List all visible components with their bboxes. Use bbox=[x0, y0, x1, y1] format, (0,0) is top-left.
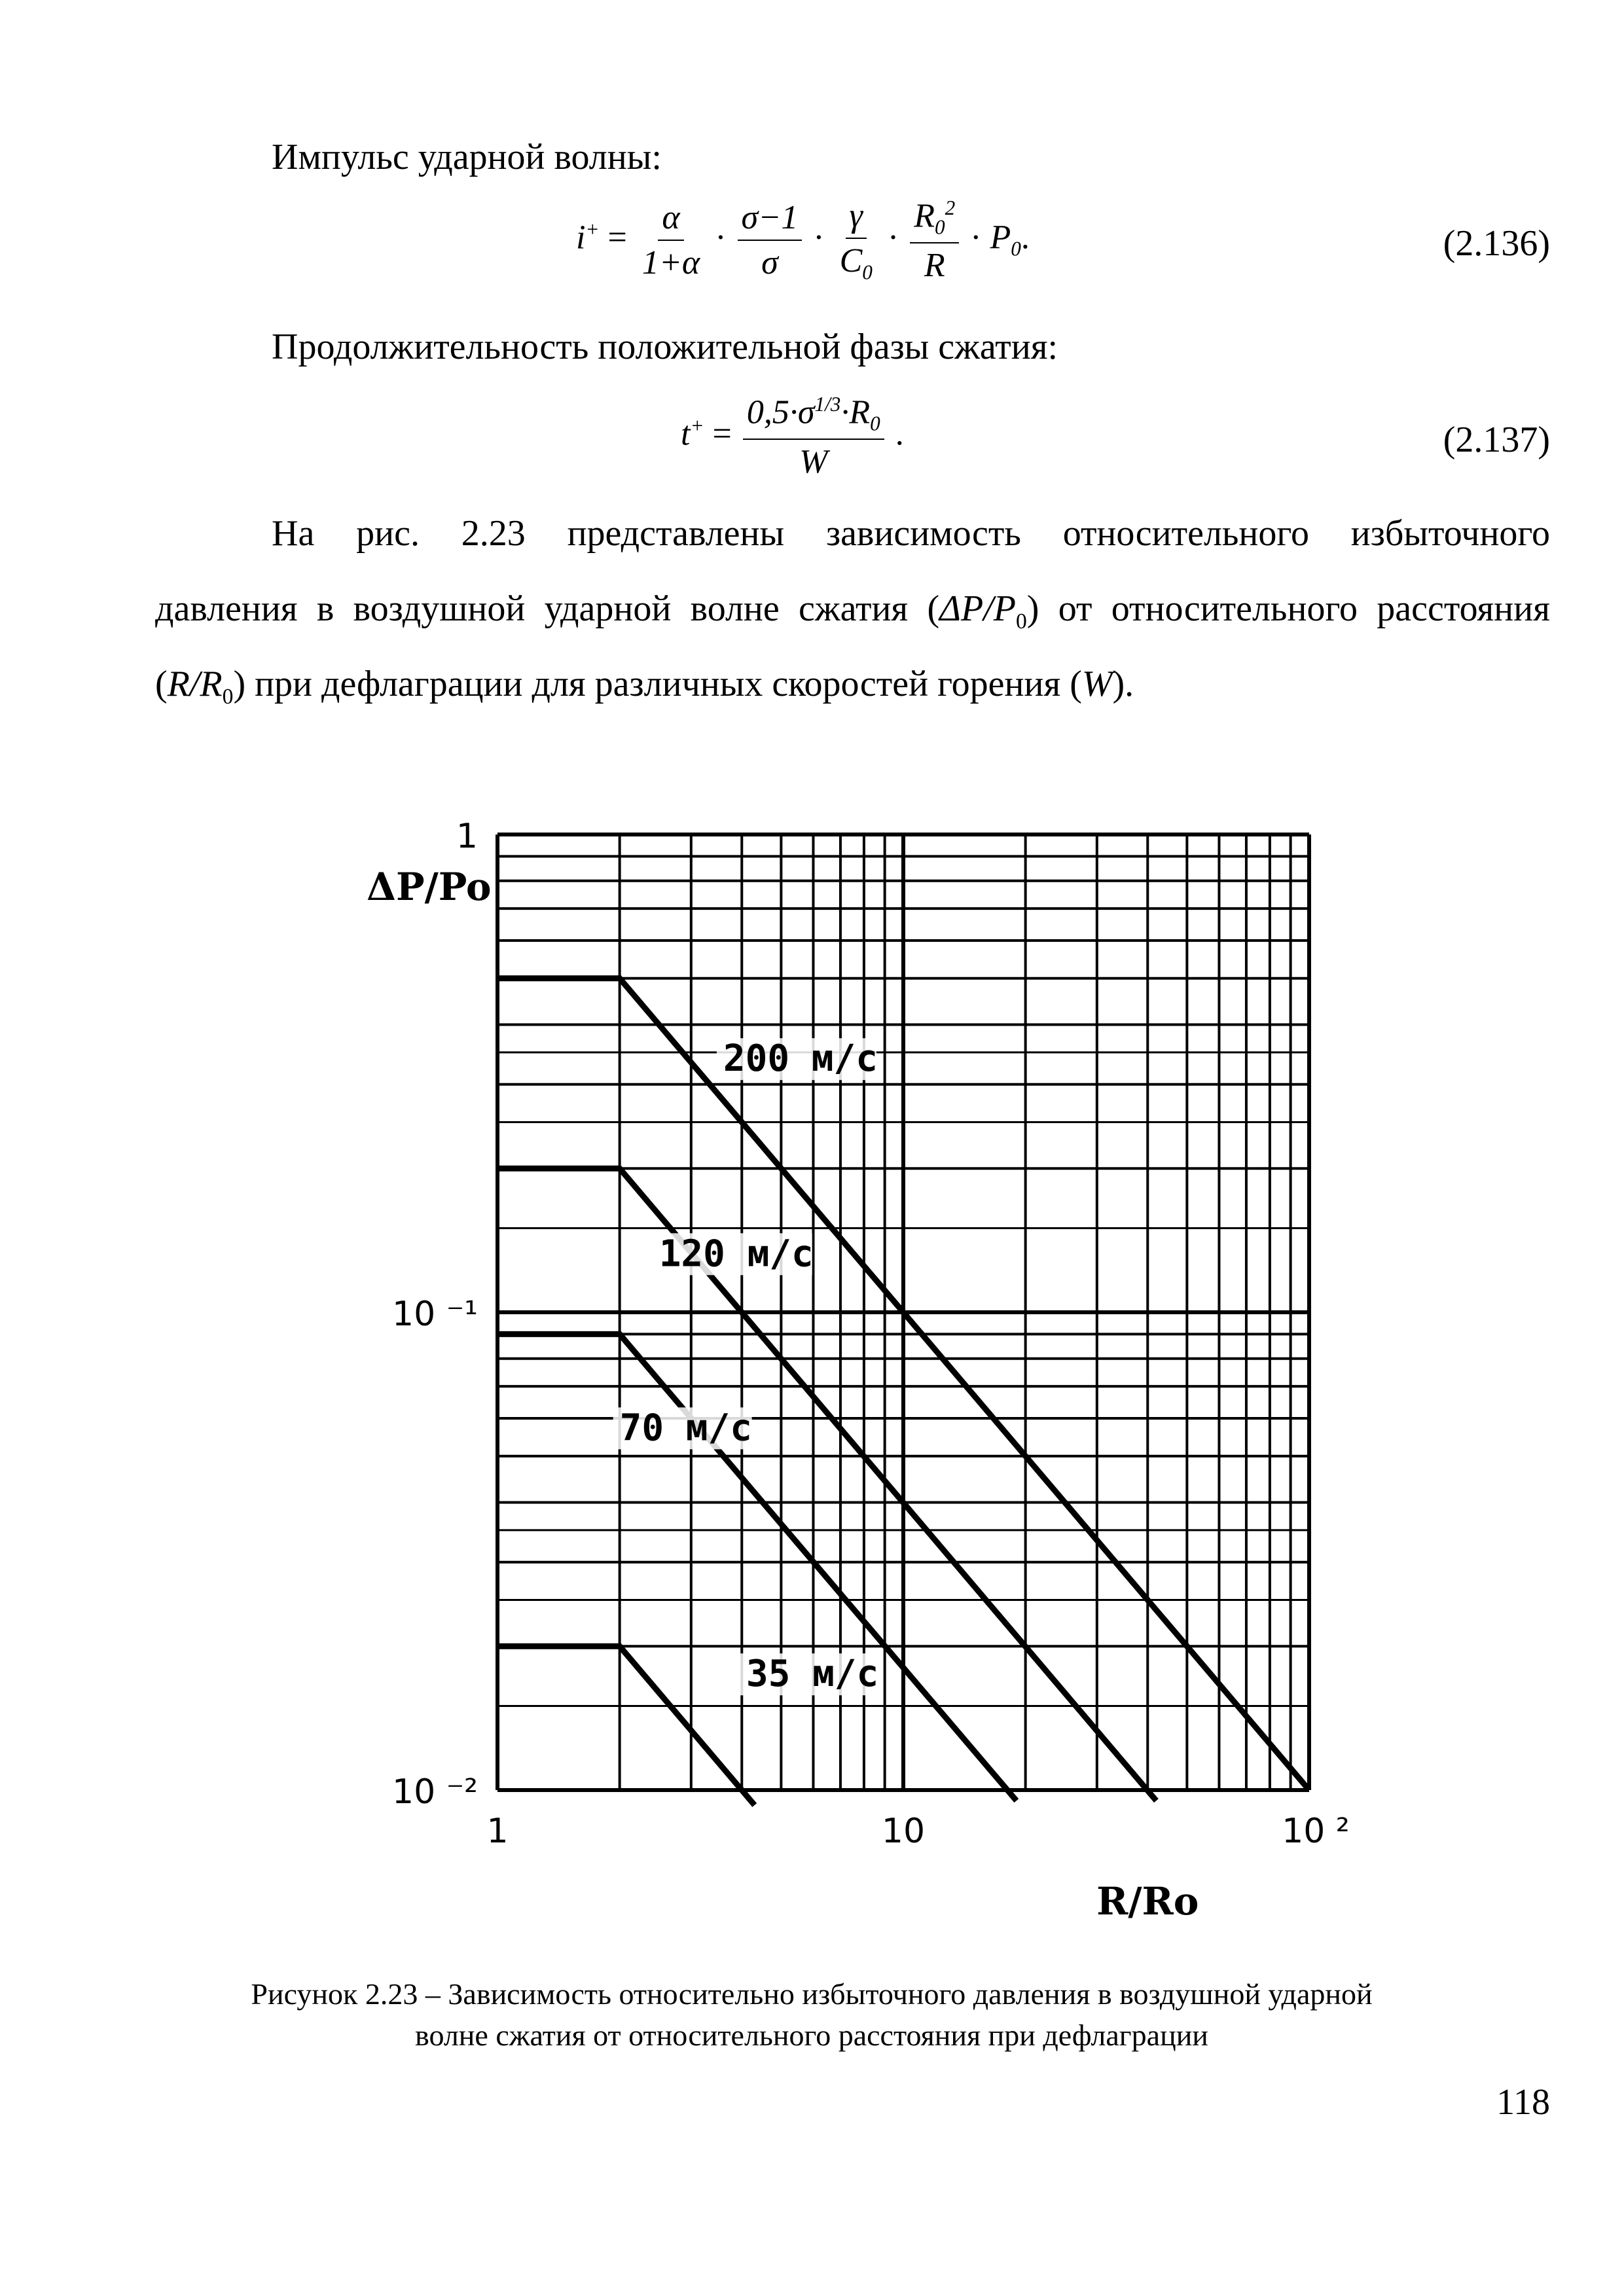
eq2-num-a: 0,5·σ bbox=[746, 393, 815, 431]
series-annotation-1: 120 м/с bbox=[659, 1232, 814, 1276]
page-number: 118 bbox=[1496, 2082, 1550, 2123]
impulse-heading: Импульс ударной волны: bbox=[272, 137, 662, 177]
pressure-distance-chart bbox=[367, 782, 1350, 1960]
body-line-3-sub: 0 bbox=[222, 685, 234, 709]
y-axis-label: ΔP/Po bbox=[367, 865, 492, 909]
x-tick-label: 10 ² bbox=[1282, 1812, 1350, 1851]
eq1-f2-den: σ bbox=[761, 244, 778, 282]
body-line-2-a: давления в воздушной ударной волне сжатия ( bbox=[155, 588, 940, 629]
eq1-f1-num: α bbox=[658, 198, 683, 241]
eq1-f4-num: R bbox=[914, 197, 935, 235]
series-line-2 bbox=[497, 1334, 1017, 1801]
body-line-3-b: ) при дефлаграции для различных скоростей горения ( bbox=[233, 664, 1082, 704]
body-line-2-b: ) от относительного расстояния bbox=[1026, 588, 1550, 629]
body-line-3-a: ( bbox=[155, 664, 168, 704]
series-annotation-0: 200 м/с bbox=[723, 1037, 878, 1081]
duration-heading: Продолжительность положительной фазы сжатия: bbox=[272, 327, 1058, 367]
body-line-3-expr: R/R bbox=[167, 664, 223, 704]
body-line-3-c: ). bbox=[1112, 664, 1134, 704]
eq1-f4-num-sup: 2 bbox=[945, 196, 956, 219]
body-line-1: На рис. 2.23 представлены зависимость относительного избыточного bbox=[272, 513, 1550, 554]
equation-2-137: t+ = $\frac{0,5\cdot\sigma^{1/3}\cdot R_0}{W}$ . bbox=[681, 393, 904, 480]
eq1-f4-den: R bbox=[924, 246, 945, 284]
equation-2-136: i+ = $\frac{\alpha}{1+\alpha}$ · $\frac{\sigma-1}{\sigma}$ · $\frac{\gamma}{C_0}$ · $\frac{R_0^2}{R}$ · $P_0$. bbox=[576, 196, 1030, 284]
eq1-tail-sub: 0 bbox=[1011, 237, 1021, 260]
eq2-lhs: t bbox=[681, 415, 691, 453]
eq1-f2-num: σ−1 bbox=[738, 198, 803, 241]
equation-number-2-136: (2.136) bbox=[1443, 223, 1550, 264]
body-line-3 bbox=[155, 661, 1134, 711]
figure-caption-line-1: Рисунок 2.23 – Зависимость относительно избыточного давления в воздушной ударной bbox=[251, 1977, 1373, 2011]
y-tick-label: 1 bbox=[456, 817, 478, 856]
eq1-f3-den: C bbox=[839, 242, 863, 280]
eq1-f3-den-sub: 0 bbox=[862, 260, 873, 284]
eq2-num-b: ·R bbox=[840, 393, 871, 431]
eq2-den: W bbox=[799, 442, 828, 480]
eq2-num-sup: 1/3 bbox=[814, 393, 841, 416]
body-line-3-w: W bbox=[1081, 664, 1113, 704]
figure-caption-line-2: волне сжатия от относительного расстояния при дефлаграции bbox=[415, 2018, 1208, 2052]
eq1-lhs: i bbox=[576, 219, 586, 257]
body-line-2-sub: 0 bbox=[1015, 609, 1027, 634]
chart-labels bbox=[367, 817, 1350, 1924]
eq1-f1-den: 1+α bbox=[641, 244, 700, 282]
eq1-f4-num-sub: 0 bbox=[934, 215, 945, 239]
series-annotation-3: 35 м/с bbox=[746, 1653, 879, 1696]
y-tick-label: 10 ⁻¹ bbox=[392, 1295, 478, 1334]
x-tick-label: 10 bbox=[881, 1812, 926, 1851]
series-line-3 bbox=[497, 1646, 755, 1805]
eq1-tail: P bbox=[990, 219, 1011, 257]
y-tick-label: 10 ⁻² bbox=[392, 1772, 478, 1812]
x-axis-label: R/Ro bbox=[1096, 1879, 1199, 1924]
eq2-lhs-sup: + bbox=[690, 414, 704, 437]
eq1-f3-num: γ bbox=[846, 196, 867, 239]
eq1-lhs-sup: + bbox=[585, 217, 600, 241]
x-tick-label: 1 bbox=[486, 1812, 509, 1851]
series-annotation-2: 70 м/с bbox=[619, 1407, 752, 1450]
eq2-num-sub: 0 bbox=[870, 412, 880, 435]
equation-number-2-137: (2.137) bbox=[1443, 420, 1550, 460]
body-line-2 bbox=[155, 586, 1550, 636]
body-line-2-expr: ΔP/P bbox=[939, 588, 1016, 629]
